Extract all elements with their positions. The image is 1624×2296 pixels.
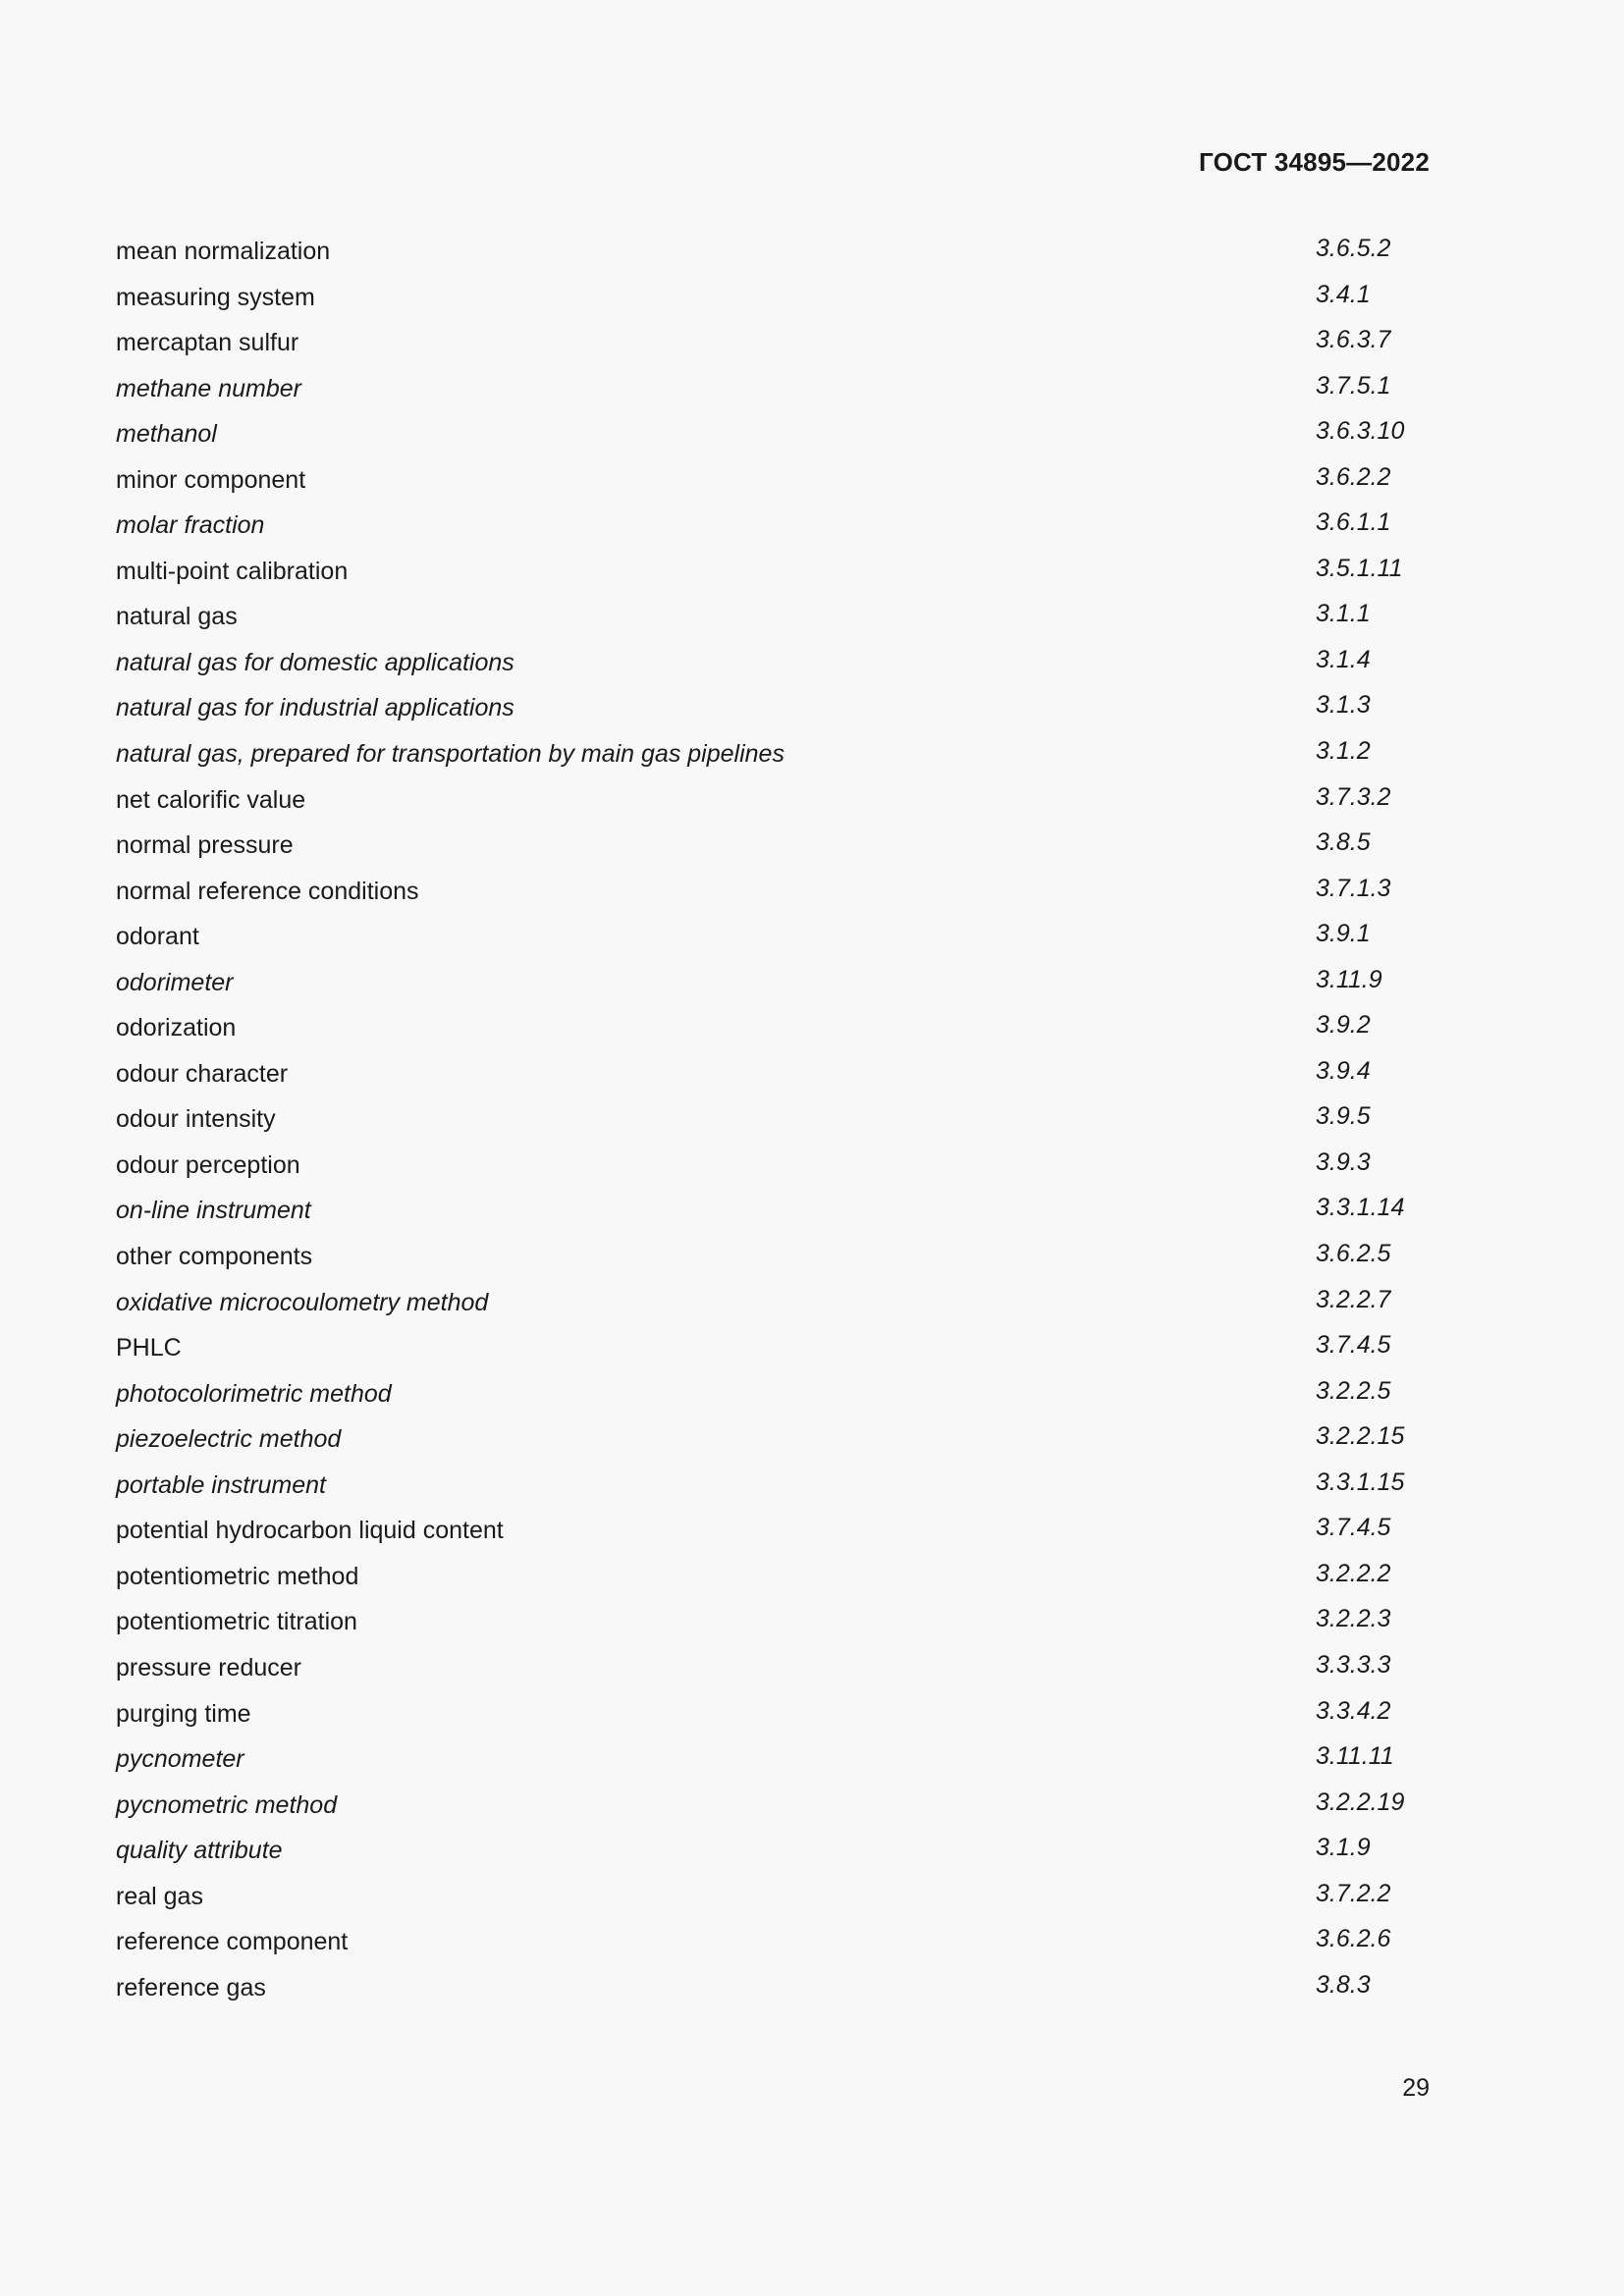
index-reference: 3.9.5 bbox=[1316, 1102, 1371, 1131]
index-term: photocolorimetric method bbox=[116, 1379, 392, 1408]
index-term: portable instrument bbox=[116, 1470, 327, 1499]
index-entry bbox=[116, 1008, 1432, 1054]
index-term: minor component bbox=[116, 465, 306, 494]
index-reference: 3.7.4.5 bbox=[1316, 1331, 1391, 1360]
index-entry bbox=[116, 1283, 1432, 1329]
index-term: pycnometric method bbox=[116, 1790, 338, 1819]
index-reference: 3.5.1.11 bbox=[1316, 554, 1403, 582]
index-entry bbox=[116, 780, 1432, 827]
index-entry bbox=[116, 1786, 1432, 1832]
index-reference: 3.2.2.15 bbox=[1316, 1422, 1405, 1451]
index-term: PHLC bbox=[116, 1334, 182, 1362]
index-entry bbox=[116, 1511, 1432, 1557]
index-term: normal reference conditions bbox=[116, 877, 419, 905]
index-reference: 3.2.2.2 bbox=[1316, 1559, 1391, 1587]
index-entry bbox=[116, 1557, 1432, 1603]
index-term: odorization bbox=[116, 1014, 237, 1042]
index-entry bbox=[116, 1146, 1432, 1192]
index-term: potentiometric method bbox=[116, 1562, 359, 1590]
index-entry bbox=[116, 963, 1432, 1009]
index-entry bbox=[116, 688, 1432, 734]
index-term: natural gas for domestic applications bbox=[116, 648, 514, 676]
index-term: reference component bbox=[116, 1928, 349, 1956]
index-term: odorant bbox=[116, 923, 199, 951]
index-entry bbox=[116, 506, 1432, 552]
index-reference: 3.3.3.3 bbox=[1316, 1650, 1391, 1679]
index-term: methanol bbox=[116, 420, 217, 449]
index-term: real gas bbox=[116, 1882, 203, 1910]
index-reference: 3.3.4.2 bbox=[1316, 1696, 1391, 1725]
term-index-list bbox=[116, 232, 1432, 2013]
index-reference: 3.7.1.3 bbox=[1316, 874, 1391, 902]
index-entry bbox=[116, 1466, 1432, 1512]
index-entry bbox=[116, 826, 1432, 872]
index-term: net calorific value bbox=[116, 785, 306, 814]
index-term: on-line instrument bbox=[116, 1197, 311, 1225]
index-entry bbox=[116, 1831, 1432, 1877]
index-reference: 3.1.2 bbox=[1316, 737, 1371, 766]
index-term: natural gas, prepared for transportation by main gas pipelines bbox=[116, 740, 785, 769]
index-reference: 3.9.4 bbox=[1316, 1056, 1371, 1085]
index-term: other components bbox=[116, 1243, 313, 1271]
index-term: purging time bbox=[116, 1699, 251, 1728]
index-reference: 3.3.1.14 bbox=[1316, 1194, 1405, 1222]
index-reference: 3.11.11 bbox=[1316, 1742, 1394, 1771]
index-entry bbox=[116, 734, 1432, 780]
index-reference: 3.11.9 bbox=[1316, 965, 1382, 993]
index-term: odorimeter bbox=[116, 968, 234, 996]
index-entry bbox=[116, 323, 1432, 369]
index-entry bbox=[116, 369, 1432, 415]
index-term: multi-point calibration bbox=[116, 557, 349, 585]
index-entry bbox=[116, 552, 1432, 598]
index-term: mercaptan sulfur bbox=[116, 329, 299, 357]
index-reference: 3.6.1.1 bbox=[1316, 508, 1391, 537]
index-term: oxidative microcoulometry method bbox=[116, 1288, 489, 1316]
index-entry bbox=[116, 872, 1432, 918]
index-reference: 3.6.3.10 bbox=[1316, 417, 1405, 446]
index-entry bbox=[116, 278, 1432, 324]
index-term: odour intensity bbox=[116, 1105, 276, 1134]
index-entry bbox=[116, 1922, 1432, 1968]
index-entry bbox=[116, 917, 1432, 963]
index-entry bbox=[116, 1099, 1432, 1146]
index-entry bbox=[116, 232, 1432, 278]
index-entry bbox=[116, 1968, 1432, 2014]
index-reference: 3.9.3 bbox=[1316, 1148, 1371, 1176]
index-term: natural gas bbox=[116, 603, 238, 631]
index-term: mean normalization bbox=[116, 238, 331, 265]
index-reference: 3.6.2.6 bbox=[1316, 1925, 1391, 1953]
index-entry bbox=[116, 1328, 1432, 1374]
index-term: potential hydrocarbon liquid content bbox=[116, 1517, 504, 1545]
index-reference: 3.1.1 bbox=[1316, 600, 1371, 628]
index-entry bbox=[116, 597, 1432, 643]
index-reference: 3.2.2.5 bbox=[1316, 1376, 1391, 1405]
index-reference: 3.6.2.5 bbox=[1316, 1240, 1391, 1268]
index-term: pycnometer bbox=[116, 1745, 244, 1774]
index-term: reference gas bbox=[116, 1973, 266, 2002]
standard-designation: ГОСТ 34895—2022 bbox=[1199, 147, 1430, 177]
index-reference: 3.2.2.19 bbox=[1316, 1788, 1405, 1816]
index-reference: 3.3.1.15 bbox=[1316, 1468, 1405, 1496]
index-entry bbox=[116, 1739, 1432, 1786]
index-term: potentiometric titration bbox=[116, 1608, 357, 1636]
index-reference: 3.1.3 bbox=[1316, 691, 1371, 720]
index-entry bbox=[116, 1694, 1432, 1740]
index-entry bbox=[116, 1054, 1432, 1100]
index-reference: 3.1.4 bbox=[1316, 645, 1371, 673]
index-reference: 3.6.2.2 bbox=[1316, 462, 1391, 491]
index-reference: 3.1.9 bbox=[1316, 1834, 1371, 1862]
index-reference: 3.4.1 bbox=[1316, 280, 1371, 308]
index-term: normal pressure bbox=[116, 831, 294, 860]
index-entry bbox=[116, 643, 1432, 689]
index-entry bbox=[116, 460, 1432, 507]
index-term: odour character bbox=[116, 1059, 289, 1088]
index-reference: 3.9.1 bbox=[1316, 920, 1371, 948]
index-term: pressure reducer bbox=[116, 1653, 301, 1682]
index-term: piezoelectric method bbox=[116, 1425, 342, 1454]
index-term: natural gas for industrial applications bbox=[116, 694, 514, 722]
page-number: 29 bbox=[1402, 2074, 1430, 2102]
index-entry bbox=[116, 1419, 1432, 1466]
index-reference: 3.8.5 bbox=[1316, 828, 1371, 857]
index-entry bbox=[116, 1191, 1432, 1237]
index-term: methane number bbox=[116, 374, 302, 402]
index-reference: 3.9.2 bbox=[1316, 1011, 1371, 1040]
index-reference: 3.7.3.2 bbox=[1316, 782, 1391, 811]
index-entry bbox=[116, 1374, 1432, 1420]
index-reference: 3.6.5.2 bbox=[1316, 235, 1391, 262]
index-entry bbox=[116, 1648, 1432, 1694]
index-reference: 3.7.4.5 bbox=[1316, 1514, 1391, 1542]
index-term: measuring system bbox=[116, 283, 315, 311]
index-term: molar fraction bbox=[116, 511, 265, 540]
index-entry bbox=[116, 1237, 1432, 1283]
index-entry bbox=[116, 1877, 1432, 1923]
index-reference: 3.6.3.7 bbox=[1316, 326, 1391, 354]
index-reference: 3.8.3 bbox=[1316, 1970, 1371, 1999]
index-reference: 3.2.2.7 bbox=[1316, 1285, 1391, 1313]
index-term: odour perception bbox=[116, 1150, 300, 1179]
index-term: quality attribute bbox=[116, 1837, 283, 1865]
document-header bbox=[1199, 147, 1430, 178]
index-reference: 3.7.5.1 bbox=[1316, 371, 1391, 400]
index-reference: 3.2.2.3 bbox=[1316, 1605, 1391, 1633]
index-entry bbox=[116, 414, 1432, 460]
index-entry bbox=[116, 1602, 1432, 1648]
index-reference: 3.7.2.2 bbox=[1316, 1879, 1391, 1907]
